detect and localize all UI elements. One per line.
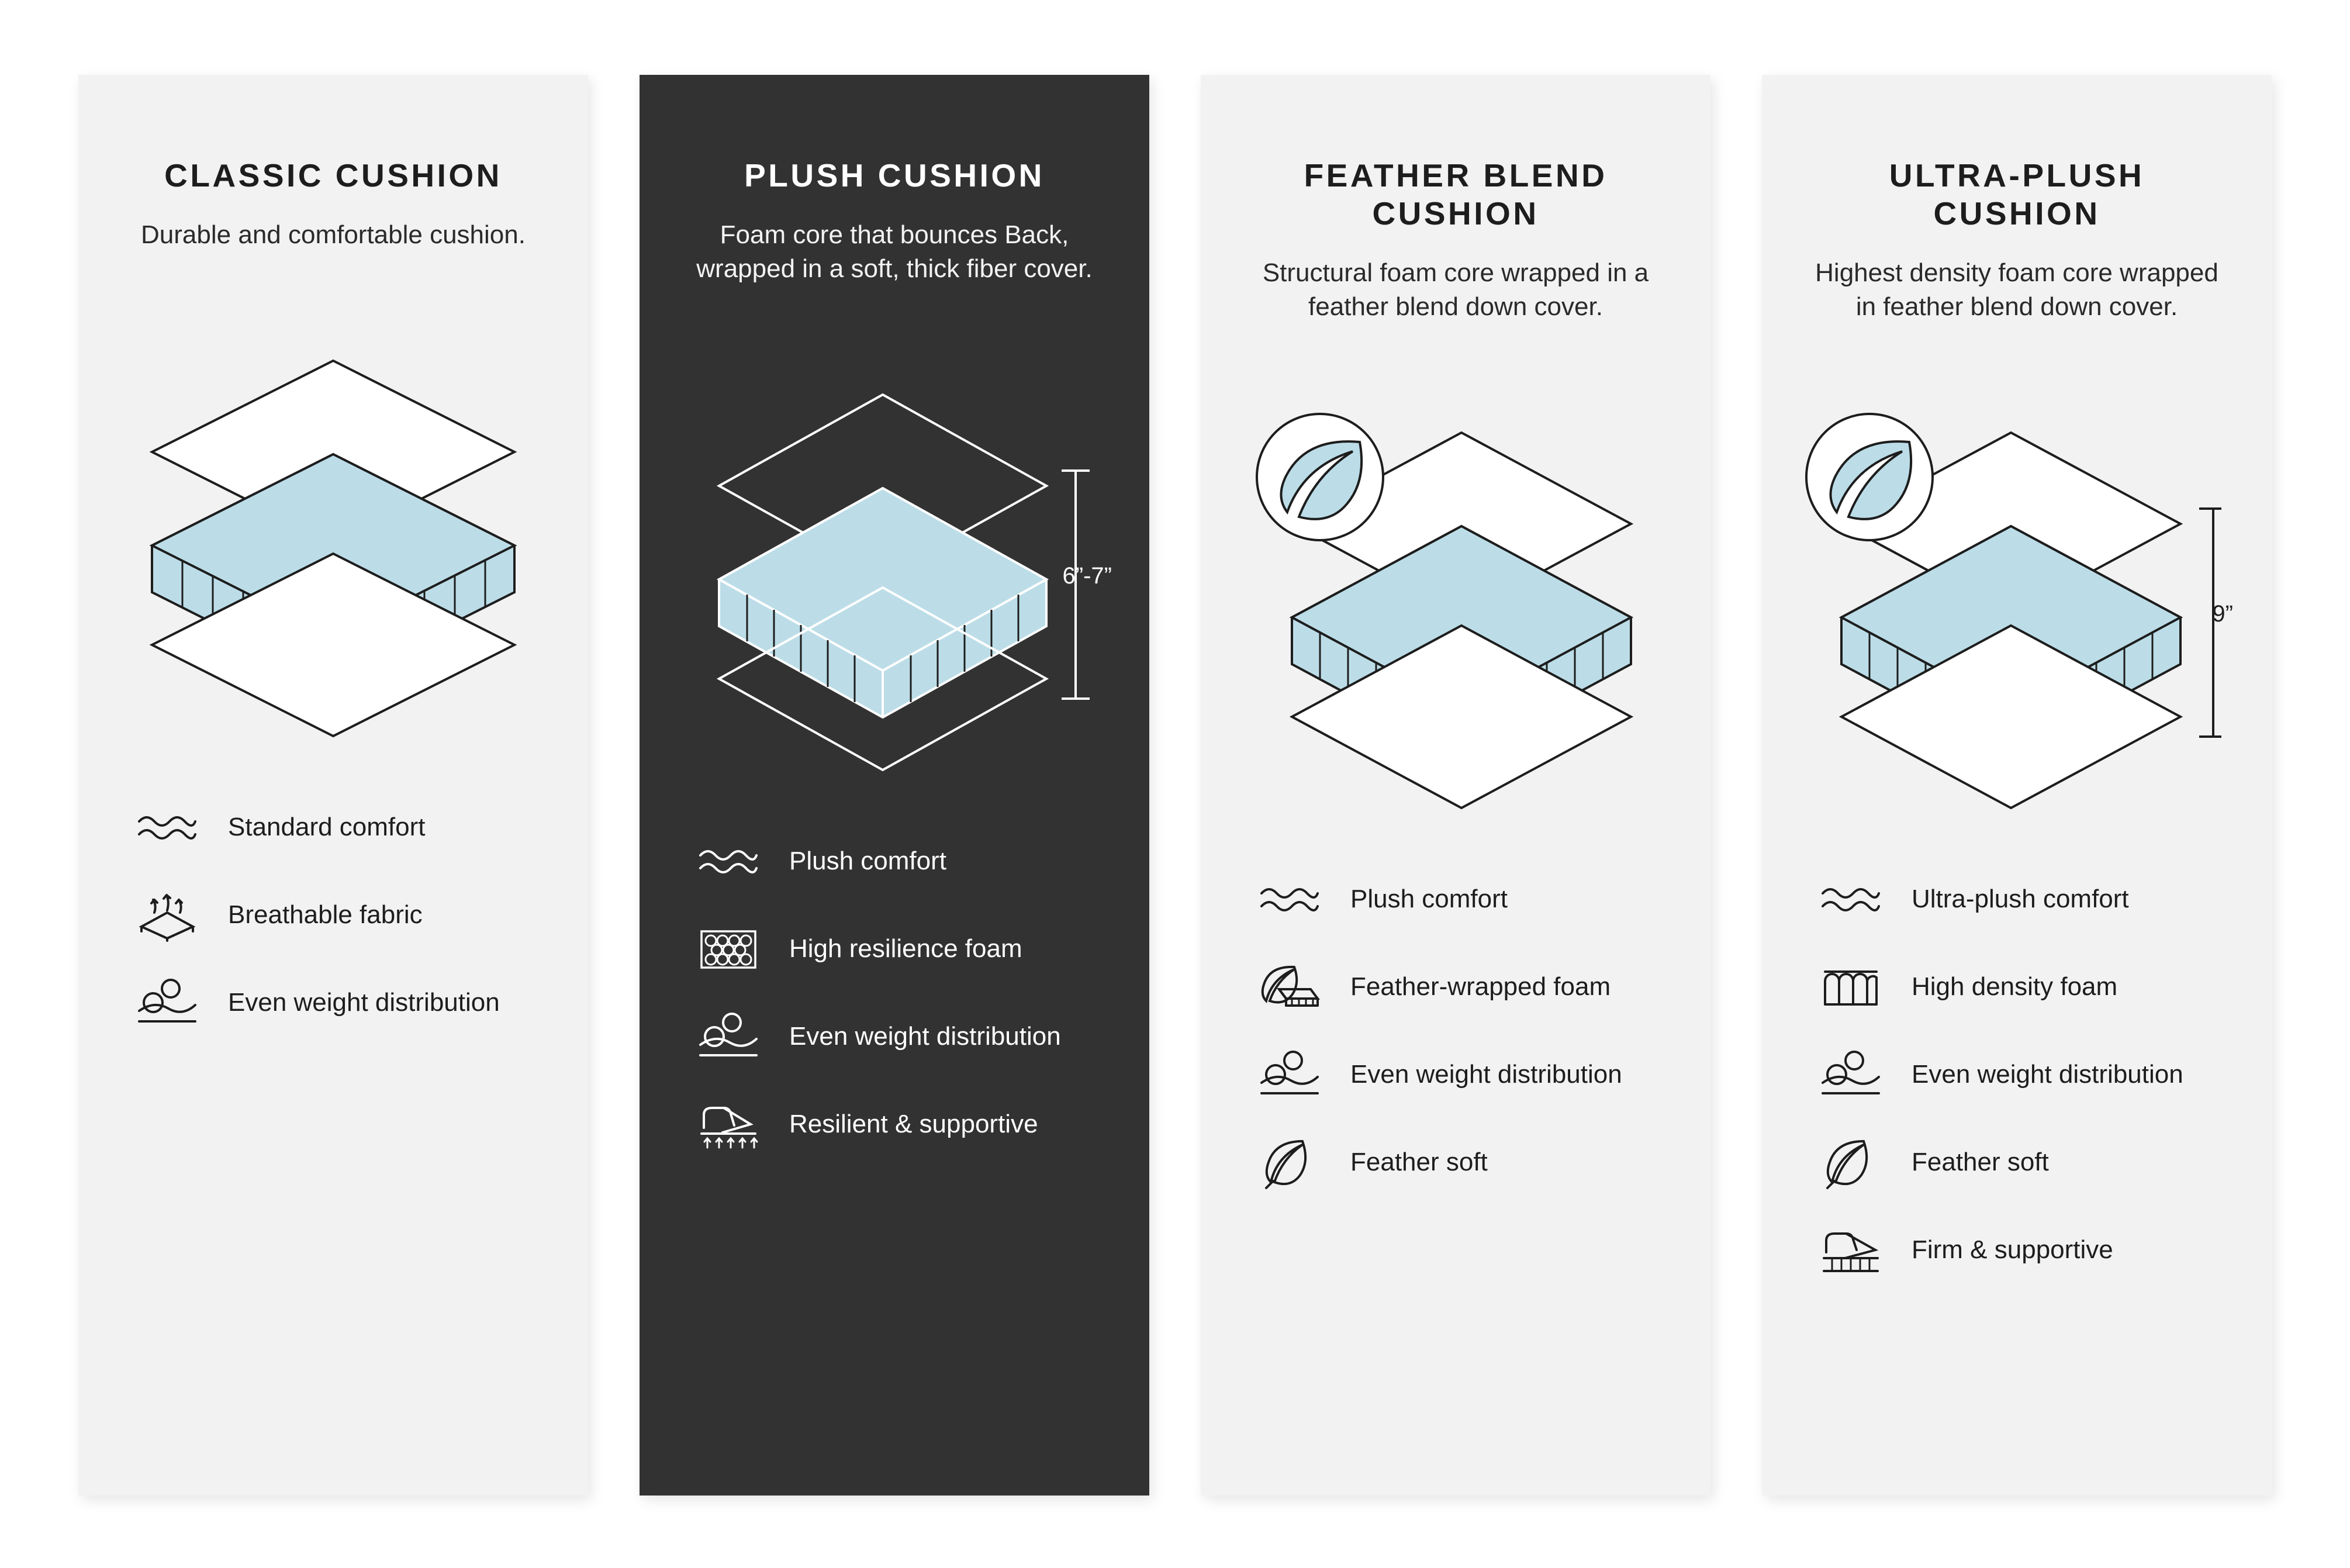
high-density-foam-icon (1817, 956, 1885, 1017)
wave-icon (694, 831, 762, 892)
feature-label: Standard comfort (228, 812, 426, 841)
card-classic-cushion[interactable] (78, 75, 588, 1496)
feature-label: High density foam (1912, 972, 2118, 1001)
even-weight-icon (1256, 1044, 1323, 1105)
feature-item[interactable] (694, 831, 1108, 892)
wave-icon (1817, 869, 1885, 930)
feature-label: Firm & supportive (1912, 1235, 2113, 1264)
feature-item[interactable] (1256, 1132, 1670, 1193)
feature-item[interactable] (1817, 1132, 2231, 1193)
feature-label: Plush comfort (1350, 884, 1508, 913)
card-description: Durable and comfortable cushion. (141, 220, 526, 249)
even-weight-icon (133, 972, 201, 1033)
cushion-diagram-classic (119, 285, 547, 764)
feather-wrapped-foam-icon (1256, 956, 1323, 1017)
feature-label: Even weight distribution (228, 987, 500, 1017)
feature-label: Feather soft (1350, 1147, 1488, 1176)
card-description: Highest density foam core wrapped in feather blend down cover. (1815, 258, 2218, 321)
honeycomb-foam-icon (694, 918, 762, 979)
cushion-diagram-ultra-plush (1803, 357, 2231, 836)
card-title: CLASSIC CUSHION (164, 157, 502, 194)
feather-icon (1256, 1132, 1323, 1193)
feather-icon (1817, 1132, 1885, 1193)
feature-item[interactable] (694, 1094, 1108, 1155)
card-feather-blend-cushion[interactable] (1201, 75, 1710, 1496)
wave-icon (1256, 869, 1323, 930)
feature-label: Resilient & supportive (789, 1110, 1038, 1138)
feature-item[interactable] (1817, 1220, 2231, 1280)
feature-list (119, 797, 547, 1033)
card-plush-cushion[interactable] (640, 75, 1149, 1496)
feature-item[interactable] (694, 918, 1108, 979)
feature-item[interactable] (133, 885, 547, 945)
feature-label: Feather-wrapped foam (1350, 972, 1611, 1001)
breathable-fabric-icon (133, 885, 201, 945)
feature-item[interactable] (133, 797, 547, 858)
feature-item[interactable] (694, 1006, 1108, 1067)
feature-label: High resilience foam (789, 934, 1022, 963)
resilient-support-icon (694, 1094, 762, 1155)
card-description: Structural foam core wrapped in a feather blend down cover. (1262, 258, 1649, 321)
dimension-label: 9” (2212, 600, 2233, 627)
card-title: PLUSH CUSHION (744, 157, 1045, 194)
card-ultra-plush-cushion[interactable] (1762, 75, 2272, 1496)
feature-label: Plush comfort (789, 847, 946, 875)
card-description: Foam core that bounces Back, wrapped in a soft, thick fiber cover. (696, 220, 1093, 283)
feature-item[interactable] (1817, 1044, 2231, 1105)
feature-label: Ultra-plush comfort (1912, 884, 2129, 913)
feature-label: Feather soft (1912, 1147, 2049, 1176)
feature-item[interactable] (1817, 956, 2231, 1017)
feature-item[interactable] (1256, 956, 1670, 1017)
wave-icon (133, 797, 201, 858)
feature-label: Even weight distribution (1912, 1059, 2183, 1089)
feature-list (680, 831, 1108, 1155)
dimension-label: 6”-7” (1062, 563, 1112, 589)
feature-item[interactable] (1256, 869, 1670, 930)
feature-list (1242, 869, 1670, 1193)
feature-label: Even weight distribution (1350, 1059, 1622, 1089)
feature-label: Breathable fabric (228, 900, 423, 929)
cushion-diagram-feather-blend (1242, 357, 1670, 836)
cushion-diagram-plush (680, 319, 1112, 798)
even-weight-icon (694, 1006, 762, 1067)
feature-item[interactable] (1256, 1044, 1670, 1105)
even-weight-icon (1817, 1044, 1885, 1105)
firm-support-icon (1817, 1220, 1885, 1280)
feature-list (1803, 869, 2231, 1280)
card-title: ULTRA-PLUSH CUSHION (1889, 157, 2145, 232)
feature-label: Even weight distribution (789, 1022, 1061, 1051)
feature-item[interactable] (1817, 869, 2231, 930)
card-title: FEATHER BLEND CUSHION (1304, 157, 1608, 232)
feature-item[interactable] (133, 972, 547, 1033)
